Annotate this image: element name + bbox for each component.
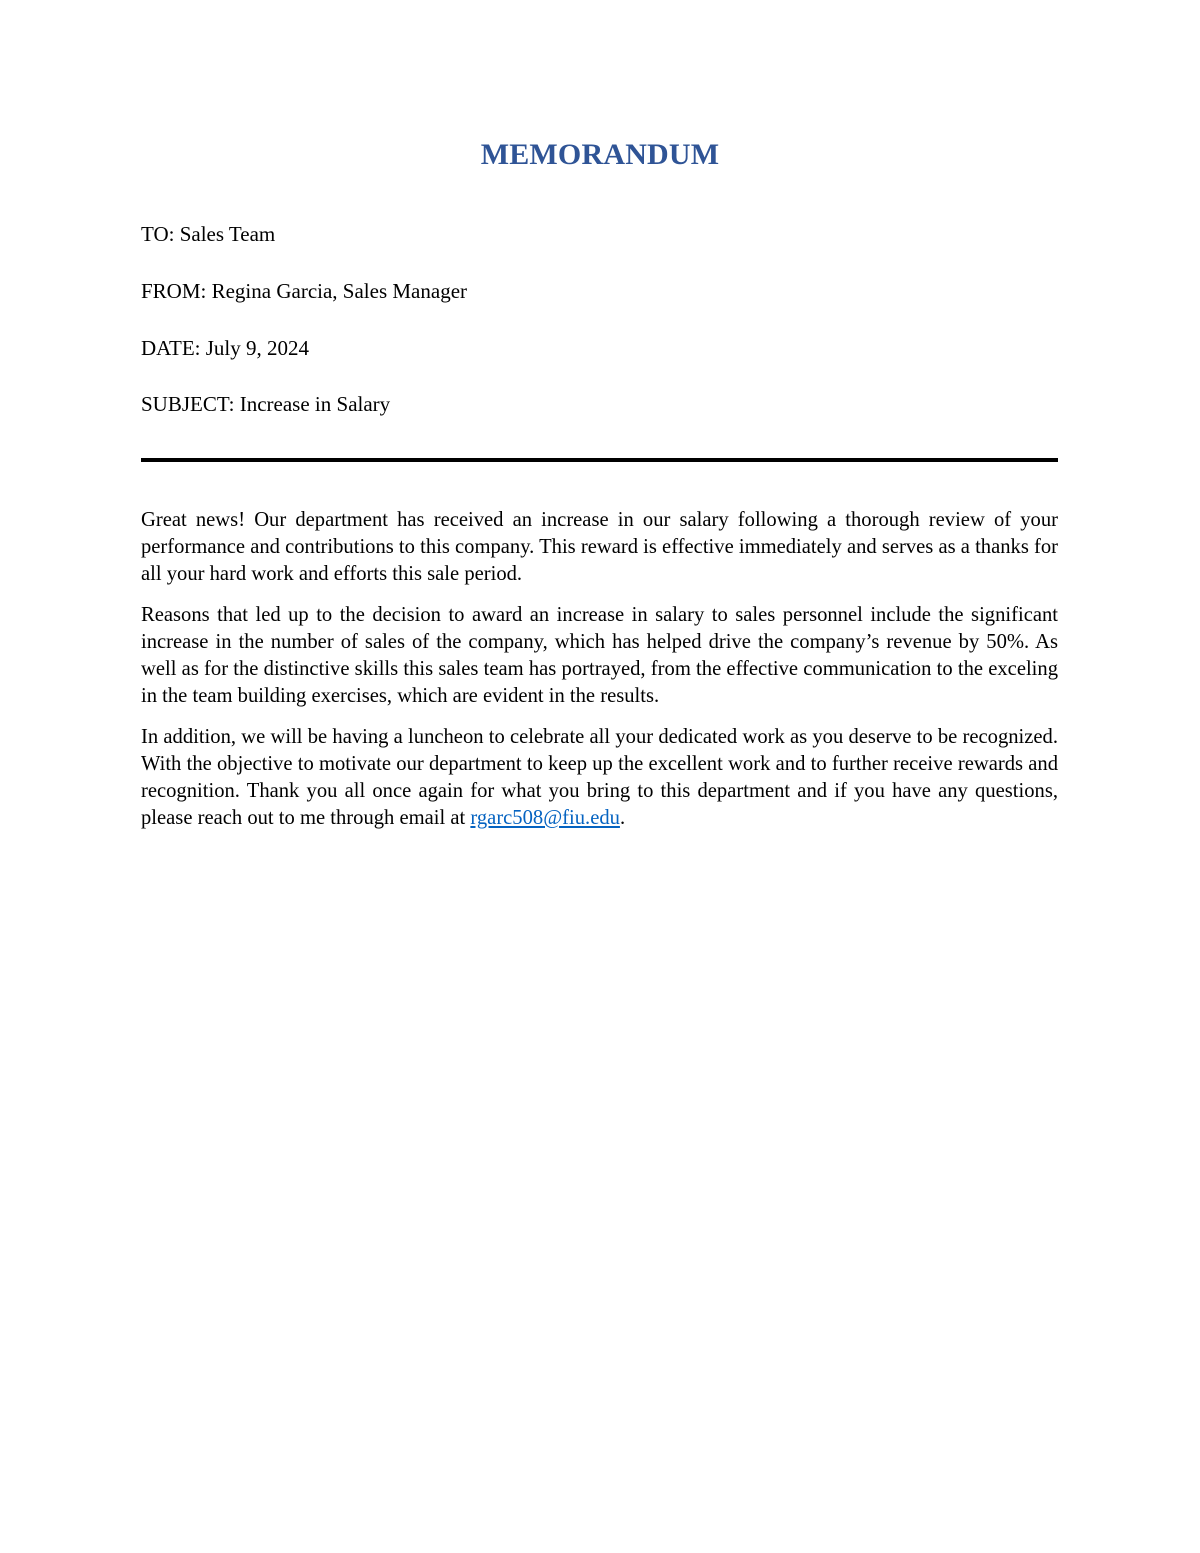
body-paragraph-3-end: . [619,807,626,829]
from-value: Regina Garcia, Sales Manager [211,279,468,303]
from-line [141,278,467,304]
body-paragraph-1: Great news! Our department has received an increase in our salary following a thorough review of your performance and contributions to this company. This reward is effective immediately and serves as a thanks for all your hard work and efforts this sale period. [141,509,1058,585]
to-label: TO: [141,222,175,246]
memo-body [141,507,1058,846]
date-label: DATE: [141,336,201,360]
body-paragraph-3-text: In addition, we will be having a luncheon to celebrate all your dedicated work as you deserve to be recognized. With the objective to motivate our department to keep up the excellent work and to further receive rewards and recognition. Thank you all once again for what you bring to this department and if you have any questions, please reach out to me through email at [141,726,1058,829]
subject-label: SUBJECT: [141,392,235,416]
from-label: FROM: [141,279,207,303]
memo-title: MEMORANDUM [480,138,720,171]
body-paragraph-3 [141,724,1058,832]
subject-line [141,391,390,417]
email-link[interactable]: rgarc508@fiu.edu [470,807,620,829]
to-line [141,221,275,247]
date-value: July 9, 2024 [205,336,310,360]
date-line [141,335,309,361]
body-paragraph-2: Reasons that led up to the decision to award an increase in salary to sales personnel include the significant increase in the number of sales of the company, which has helped drive the company’s revenue by 50%. As well as for the distinctive skills this sales team has portrayed, from the effective communication to the exceling in the team building exercises, which are evident in the results. [141,604,1058,707]
to-value: Sales Team [179,222,276,246]
header-divider [141,458,1058,462]
subject-value: Increase in Salary [239,392,391,416]
